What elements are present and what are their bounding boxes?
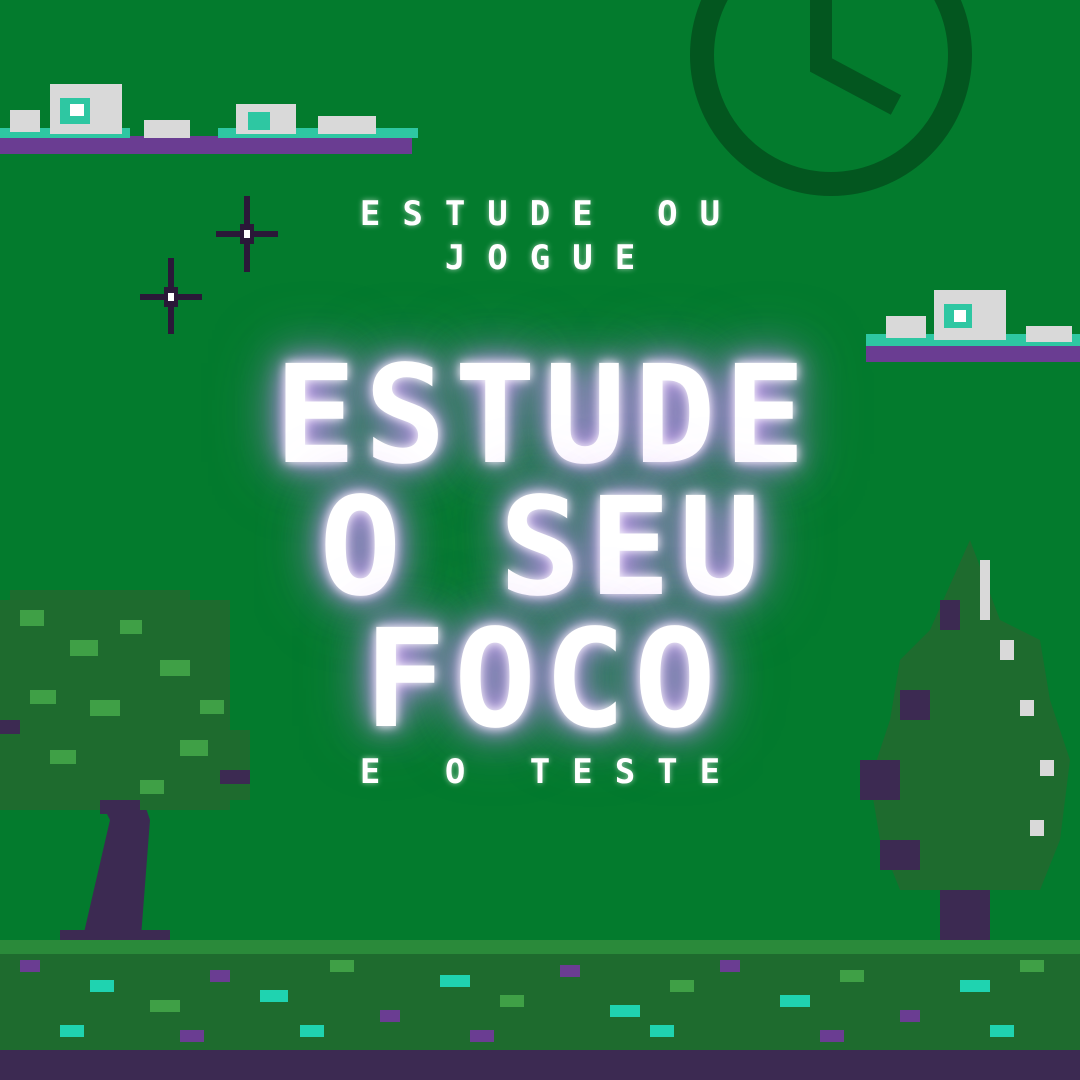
headline-line-1: ESTUDE bbox=[274, 337, 814, 495]
clock-icon bbox=[702, 0, 960, 184]
subtitle-top bbox=[0, 192, 1080, 280]
headline-line-3: FOCO bbox=[364, 601, 724, 759]
headline-line-2: O SEU bbox=[319, 469, 769, 627]
cloud-icon bbox=[0, 84, 418, 154]
subtitle-top-line-1: ESTUDE OU bbox=[359, 194, 743, 234]
grass-ground bbox=[0, 940, 1080, 1080]
subtitle-bottom: E O TESTE bbox=[359, 752, 743, 792]
headline bbox=[0, 337, 1080, 759]
subtitle-top-line-2: JOGUE bbox=[444, 238, 658, 278]
